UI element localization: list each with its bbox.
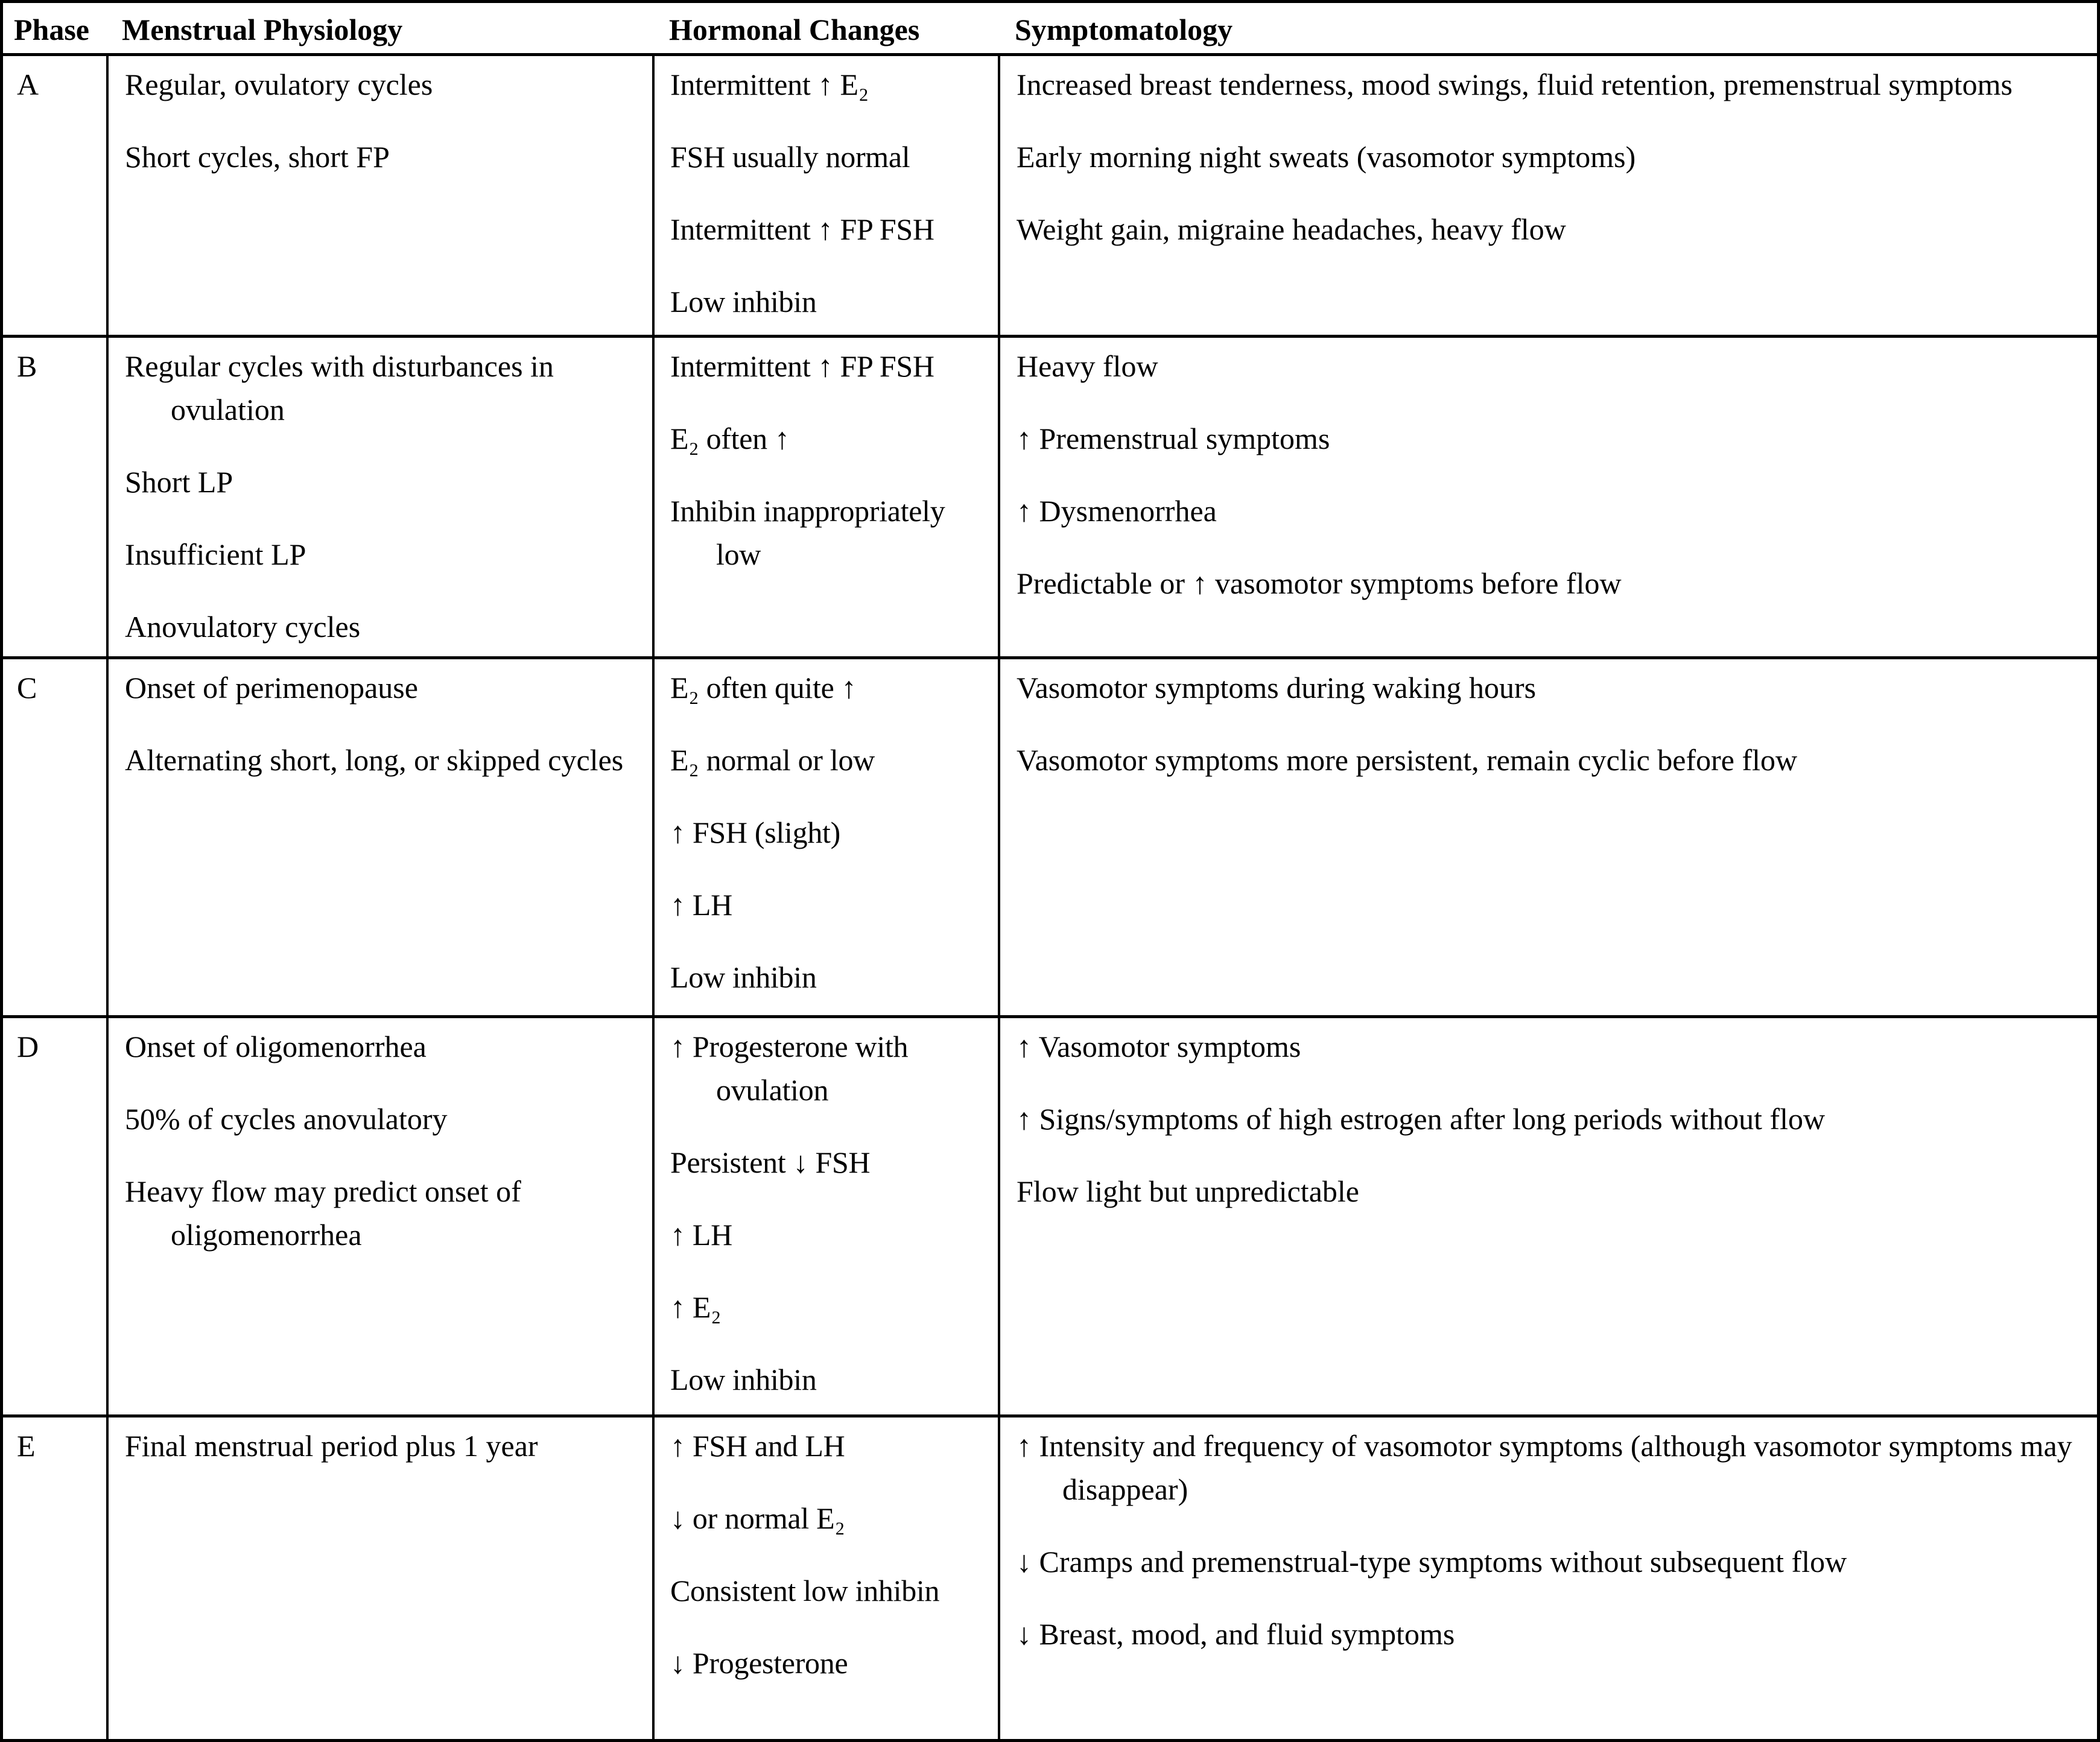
symptomatology-cell bbox=[1000, 335, 2097, 656]
table-row bbox=[3, 656, 2097, 1018]
symptom-item: Increased breast tenderness, mood swings, fluid retention, premenstrual symptoms bbox=[1017, 68, 2013, 101]
symptom-item: ↓ Cramps and premenstrual-type symptoms without subsequent flow bbox=[1017, 1545, 1847, 1579]
hormonal-change-item: E₂ often ↑ bbox=[670, 422, 790, 455]
phase-cell bbox=[3, 53, 109, 335]
symptom-item: ↑ Premenstrual symptoms bbox=[1017, 422, 1330, 455]
symptomatology-cell bbox=[1000, 1015, 2097, 1414]
symptom-item: Vasomotor symptoms more persistent, remain cyclic before flow bbox=[1017, 743, 1798, 777]
hormonal-changes-cell bbox=[655, 53, 1000, 335]
header-symptomatology: Symptomatology bbox=[1015, 13, 1233, 46]
physiology-item: Alternating short, long, or skipped cycles bbox=[125, 743, 624, 777]
hormonal-change-item: ↓ or normal E₂ bbox=[670, 1501, 845, 1535]
header-menstrual-physiology: Menstrual Physiology bbox=[122, 13, 403, 46]
symptom-item: ↑ Dysmenorrhea bbox=[1017, 494, 1217, 528]
hormonal-changes-cell bbox=[655, 656, 1000, 1015]
hormonal-changes-cell bbox=[655, 1015, 1000, 1414]
table-row bbox=[3, 53, 2097, 338]
table-row bbox=[3, 1414, 2097, 1739]
table-row bbox=[3, 1015, 2097, 1417]
physiology-item: Regular, ovulatory cycles bbox=[125, 68, 433, 101]
physiology-item: Heavy flow may predict onset of oligomenorrhea bbox=[125, 1174, 521, 1252]
symptom-item: Predictable or ↑ vasomotor symptoms before flow bbox=[1017, 566, 1622, 600]
physiology-item: Onset of oligomenorrhea bbox=[125, 1030, 427, 1063]
hormonal-change-item: Intermittent ↑ FP FSH bbox=[670, 349, 934, 383]
symptomatology-cell bbox=[1000, 1414, 2097, 1739]
phase-cell bbox=[3, 335, 109, 656]
header-hormonal-changes: Hormonal Changes bbox=[669, 13, 920, 46]
physiology-item: Onset of perimenopause bbox=[125, 671, 418, 705]
physiology-cell bbox=[109, 656, 655, 1015]
hormonal-change-item: Intermittent ↑ FP FSH bbox=[670, 212, 934, 246]
table-row bbox=[3, 335, 2097, 659]
physiology-item: Insufficient LP bbox=[125, 537, 306, 571]
hormonal-change-item: Inhibin inappropriately low bbox=[670, 494, 945, 571]
hormonal-change-item: E₂ often quite ↑ bbox=[670, 671, 857, 705]
symptom-item: Early morning night sweats (vasomotor symptoms) bbox=[1017, 140, 1636, 174]
hormonal-change-item: ↑ Progesterone with ovulation bbox=[670, 1030, 909, 1107]
hormonal-changes-cell bbox=[655, 335, 1000, 656]
phase-cell bbox=[3, 1414, 109, 1739]
symptomatology-cell bbox=[1000, 53, 2097, 335]
physiology-item: 50% of cycles anovulatory bbox=[125, 1102, 448, 1136]
hormonal-change-item: Low inhibin bbox=[670, 960, 817, 994]
hormonal-change-item: ↑ E₂ bbox=[670, 1290, 722, 1324]
phase-label: C bbox=[17, 671, 37, 705]
physiology-item: Short cycles, short FP bbox=[125, 140, 390, 174]
phase-label: D bbox=[17, 1030, 39, 1063]
phase-label: A bbox=[17, 68, 39, 101]
phase-cell bbox=[3, 1015, 109, 1414]
hormonal-change-item: Low inhibin bbox=[670, 1363, 817, 1396]
hormonal-change-item: Low inhibin bbox=[670, 285, 817, 318]
phase-cell bbox=[3, 656, 109, 1015]
physiology-cell bbox=[109, 335, 655, 656]
hormonal-change-item: ↑ LH bbox=[670, 888, 732, 922]
symptom-item: Heavy flow bbox=[1017, 349, 1158, 383]
symptom-item: ↑ Signs/symptoms of high estrogen after long periods without flow bbox=[1017, 1102, 1826, 1136]
physiology-item: Regular cycles with disturbances in ovulation bbox=[125, 349, 554, 426]
hormonal-change-item: FSH usually normal bbox=[670, 140, 910, 174]
hormonal-change-item: Consistent low inhibin bbox=[670, 1574, 940, 1607]
hormonal-change-item: ↑ FSH (slight) bbox=[670, 816, 840, 849]
symptom-item: ↑ Vasomotor symptoms bbox=[1017, 1030, 1301, 1063]
symptom-item: Flow light but unpredictable bbox=[1017, 1174, 1359, 1208]
symptom-item: Weight gain, migraine headaches, heavy flow bbox=[1017, 212, 1566, 246]
symptomatology-cell bbox=[1000, 656, 2097, 1015]
phase-label: B bbox=[17, 349, 37, 383]
physiology-cell bbox=[109, 1414, 655, 1739]
hormonal-changes-cell bbox=[655, 1414, 1000, 1739]
hormonal-change-item: ↓ Progesterone bbox=[670, 1646, 848, 1680]
hormonal-change-item: Persistent ↓ FSH bbox=[670, 1145, 871, 1179]
header-phase: Phase bbox=[14, 13, 89, 46]
physiology-item: Final menstrual period plus 1 year bbox=[125, 1429, 538, 1463]
table-header-row bbox=[3, 3, 2097, 56]
hormonal-change-item: E₂ normal or low bbox=[670, 743, 875, 777]
symptom-item: ↓ Breast, mood, and fluid symptoms bbox=[1017, 1617, 1455, 1651]
physiology-item: Anovulatory cycles bbox=[125, 610, 361, 644]
symptom-item: ↑ Intensity and frequency of vasomotor symptoms (although vasomotor symptoms may disappear) bbox=[1017, 1429, 2072, 1506]
hormonal-change-item: ↑ LH bbox=[670, 1218, 732, 1252]
physiology-cell bbox=[109, 1015, 655, 1414]
phase-label: E bbox=[17, 1429, 36, 1463]
hormonal-change-item: ↑ FSH and LH bbox=[670, 1429, 845, 1463]
hormonal-change-item: Intermittent ↑ E₂ bbox=[670, 68, 869, 101]
symptom-item: Vasomotor symptoms during waking hours bbox=[1017, 671, 1537, 705]
physiology-cell bbox=[109, 53, 655, 335]
physiology-item: Short LP bbox=[125, 465, 233, 499]
